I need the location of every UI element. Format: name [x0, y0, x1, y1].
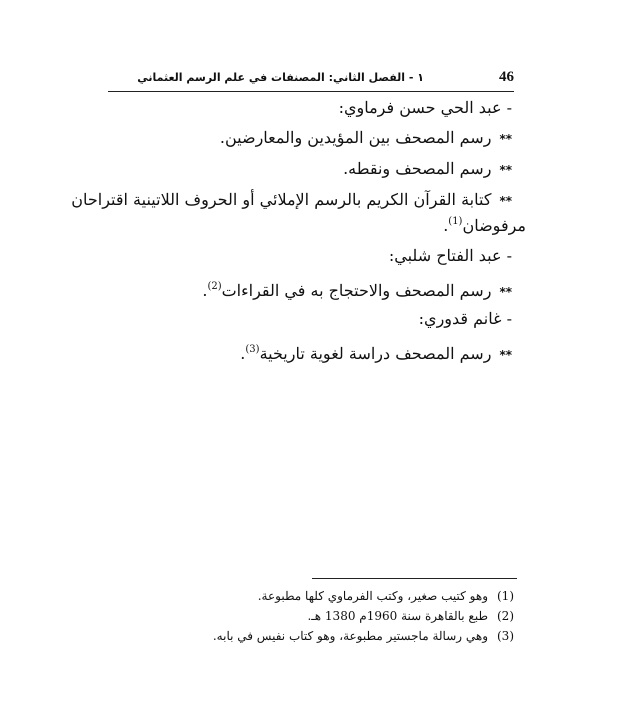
- page-number: 46: [499, 69, 514, 85]
- book-title: رسم المصحف والاحتجاج به في القراءات: [221, 281, 492, 300]
- footnote-divider: [312, 578, 517, 579]
- book-title: رسم المصحف بين المؤيدين والمعارضين.: [219, 128, 492, 147]
- author-heading-qadduri: - غانم قدوري:: [418, 309, 512, 328]
- list-item: [71, 189, 512, 212]
- list-item: [202, 276, 512, 303]
- period: .: [443, 216, 449, 235]
- double-asterisk-marker: **: [499, 163, 512, 177]
- footnote-number: (2): [496, 609, 514, 623]
- header-divider: [108, 91, 514, 92]
- list-item-continuation: [443, 211, 526, 237]
- period: .: [202, 281, 208, 300]
- footnote-text: طبع بالقاهرة سنة 1960م 1380 هـ.: [307, 609, 488, 623]
- list-item: [240, 339, 512, 366]
- footnote-text: وهي رسالة ماجستير مطبوعة، وهو كتاب نفيس في بابه.: [212, 629, 488, 643]
- double-asterisk-marker: **: [499, 285, 512, 299]
- double-asterisk-marker: **: [499, 194, 512, 208]
- book-title-end: مرفوضان: [462, 216, 526, 235]
- footnote-text: وهو كتيب صغير، وكتب الفرماوي كلها مطبوعة.: [257, 589, 488, 603]
- running-header: [108, 69, 516, 91]
- footnote: [213, 627, 514, 645]
- book-title: رسم المصحف دراسة لغوية تاريخية: [259, 344, 492, 363]
- footnote-number: (3): [496, 629, 514, 643]
- list-item: [343, 158, 512, 181]
- chapter-title: ١ - الفصل الثاني: المصنفات في علم الرسم العثماني: [137, 71, 424, 84]
- double-asterisk-marker: **: [499, 132, 512, 146]
- footnote: [258, 587, 514, 605]
- footnote-ref-1: (1): [448, 216, 463, 227]
- footnote: [307, 607, 514, 625]
- author-heading-shalabi: - عبد الفتاح شلبي:: [388, 246, 512, 265]
- author-heading-farmawi: - عبد الحي حسن فرماوي:: [338, 98, 512, 117]
- period: .: [240, 344, 246, 363]
- footnote-number: (1): [496, 589, 514, 603]
- book-title: رسم المصحف ونقطه.: [343, 159, 492, 178]
- footnote-ref-2: (2): [207, 281, 222, 292]
- double-asterisk-marker: **: [499, 348, 512, 362]
- book-title: كتابة القرآن الكريم بالرسم الإملائي أو الحروف اللاتينية اقتراحان: [71, 190, 492, 209]
- list-item: [220, 127, 512, 150]
- footnote-ref-3: (3): [245, 344, 260, 355]
